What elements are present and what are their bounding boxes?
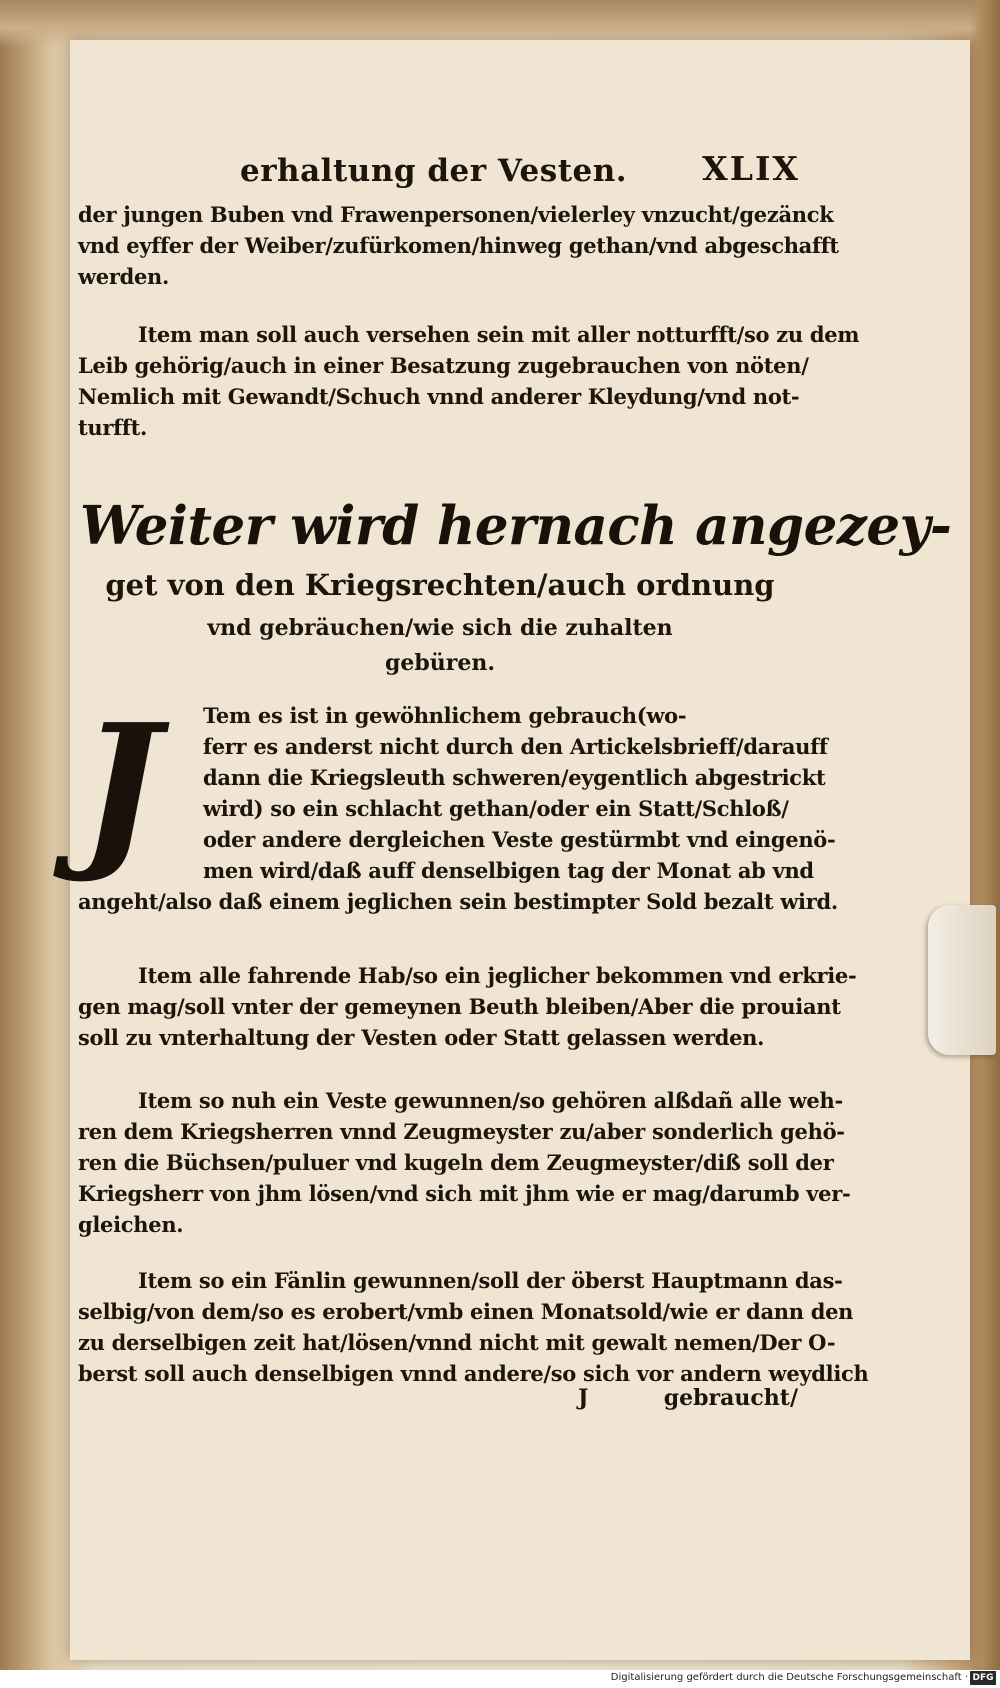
funding-credit: Digitalisierung gefördert durch die Deutsche Forschungsgemeinschaft ·	[610, 1672, 968, 1683]
text-line: Item so ein Fänlin gewunnen/soll der öberst Hauptmann das-	[138, 1268, 843, 1293]
catchline	[78, 1385, 798, 1415]
text-line: berst soll auch denselbigen vnnd andere/so sich vor andern weydlich	[78, 1361, 869, 1386]
text-line: selbig/von dem/so es erobert/vmb einen Monatsold/wie er dann den	[78, 1299, 854, 1324]
text-line: Kriegsherr von jhm lösen/vnd sich mit jhm wie er mag/darumb ver-	[78, 1181, 851, 1206]
page-header	[240, 145, 800, 195]
paragraph-4	[78, 960, 857, 1053]
digitization-footer	[0, 1670, 1000, 1688]
signature-mark: J	[578, 1385, 589, 1411]
paragraph-1	[78, 199, 839, 292]
text-line: Item alle fahrende Hab/so ein jeglicher bekommen vnd erkrie-	[138, 963, 857, 988]
section-heading-line-4: gebüren.	[385, 650, 495, 676]
text-line: Tem es ist in gewöhnlichem gebrauch(wo-	[203, 703, 687, 728]
text-line: ren die Büchsen/puluer vnd kugeln dem Zeugmeyster/diß soll der	[78, 1150, 834, 1175]
paragraph-6	[78, 1265, 869, 1389]
running-title: erhaltung der Vesten.	[240, 153, 628, 189]
text-line: vnd eyffer der Weiber/zufürkomen/hinweg gethan/vnd abgeschafft	[78, 233, 839, 258]
text-line: ferr es anderst nicht durch den Artickelsbrieff/darauff	[203, 734, 828, 759]
text-line: Nemlich mit Gewandt/Schuch vnnd anderer Kleydung/vnd not-	[78, 384, 800, 409]
section-heading-line-3: vnd gebräuchen/wie sich die zuhalten	[207, 615, 673, 641]
section-heading-line-2: get von den Kriegsrechten/auch ordnung	[105, 568, 775, 602]
text-line: wird) so ein schlacht gethan/oder ein Statt/Schloß/	[203, 796, 789, 821]
text-line: angeht/also daß einem jeglichen sein bestimpter Sold bezalt wird.	[78, 889, 838, 914]
text-line: Leib gehörig/auch in einer Besatzung zugebrauchen von nöten/	[78, 353, 809, 378]
text-line: zu derselbigen zeit hat/lösen/vnnd nicht mit gewalt nemen/Der O-	[78, 1330, 836, 1355]
section-heading-line-1: Weiter wird hernach angezey-	[80, 495, 952, 557]
text-line: Item so nuh ein Veste gewunnen/so gehören alßdañ alle weh-	[138, 1088, 843, 1113]
page-tab-marker	[928, 905, 996, 1055]
paragraph-5	[78, 1085, 851, 1240]
dfg-logo: DFG	[970, 1671, 996, 1685]
paragraph-3	[78, 687, 838, 917]
book-spine-edge	[970, 0, 1000, 1670]
text-line: ren dem Kriegsherren vnnd Zeugmeyster zu/aber sonderlich gehö-	[78, 1119, 845, 1144]
text-line: gen mag/soll vnter der gemeynen Beuth bleiben/Aber die prouiant	[78, 994, 841, 1019]
text-line: werden.	[78, 264, 170, 289]
paragraph-2	[78, 319, 860, 443]
text-line: men wird/daß auff denselbigen tag der Monat ab vnd	[203, 858, 814, 883]
text-line: Item man soll auch versehen sein mit aller notturfft/so zu dem	[138, 322, 860, 347]
folio-number: XLIX	[702, 149, 800, 188]
text-line: dann die Kriegsleuth schweren/eygentlich abgestrickt	[203, 765, 826, 790]
catchword: gebraucht/	[663, 1385, 798, 1411]
text-line: gleichen.	[78, 1212, 184, 1237]
decorated-initial: J	[80, 687, 161, 887]
text-line: turfft.	[78, 415, 148, 440]
text-line: der jungen Buben vnd Frawenpersonen/vielerley vnzucht/gezänck	[78, 202, 834, 227]
text-line: oder andere dergleichen Veste gestürmbt vnd eingenö-	[203, 827, 836, 852]
text-line: soll zu vnterhaltung der Vesten oder Statt gelassen werden.	[78, 1025, 765, 1050]
